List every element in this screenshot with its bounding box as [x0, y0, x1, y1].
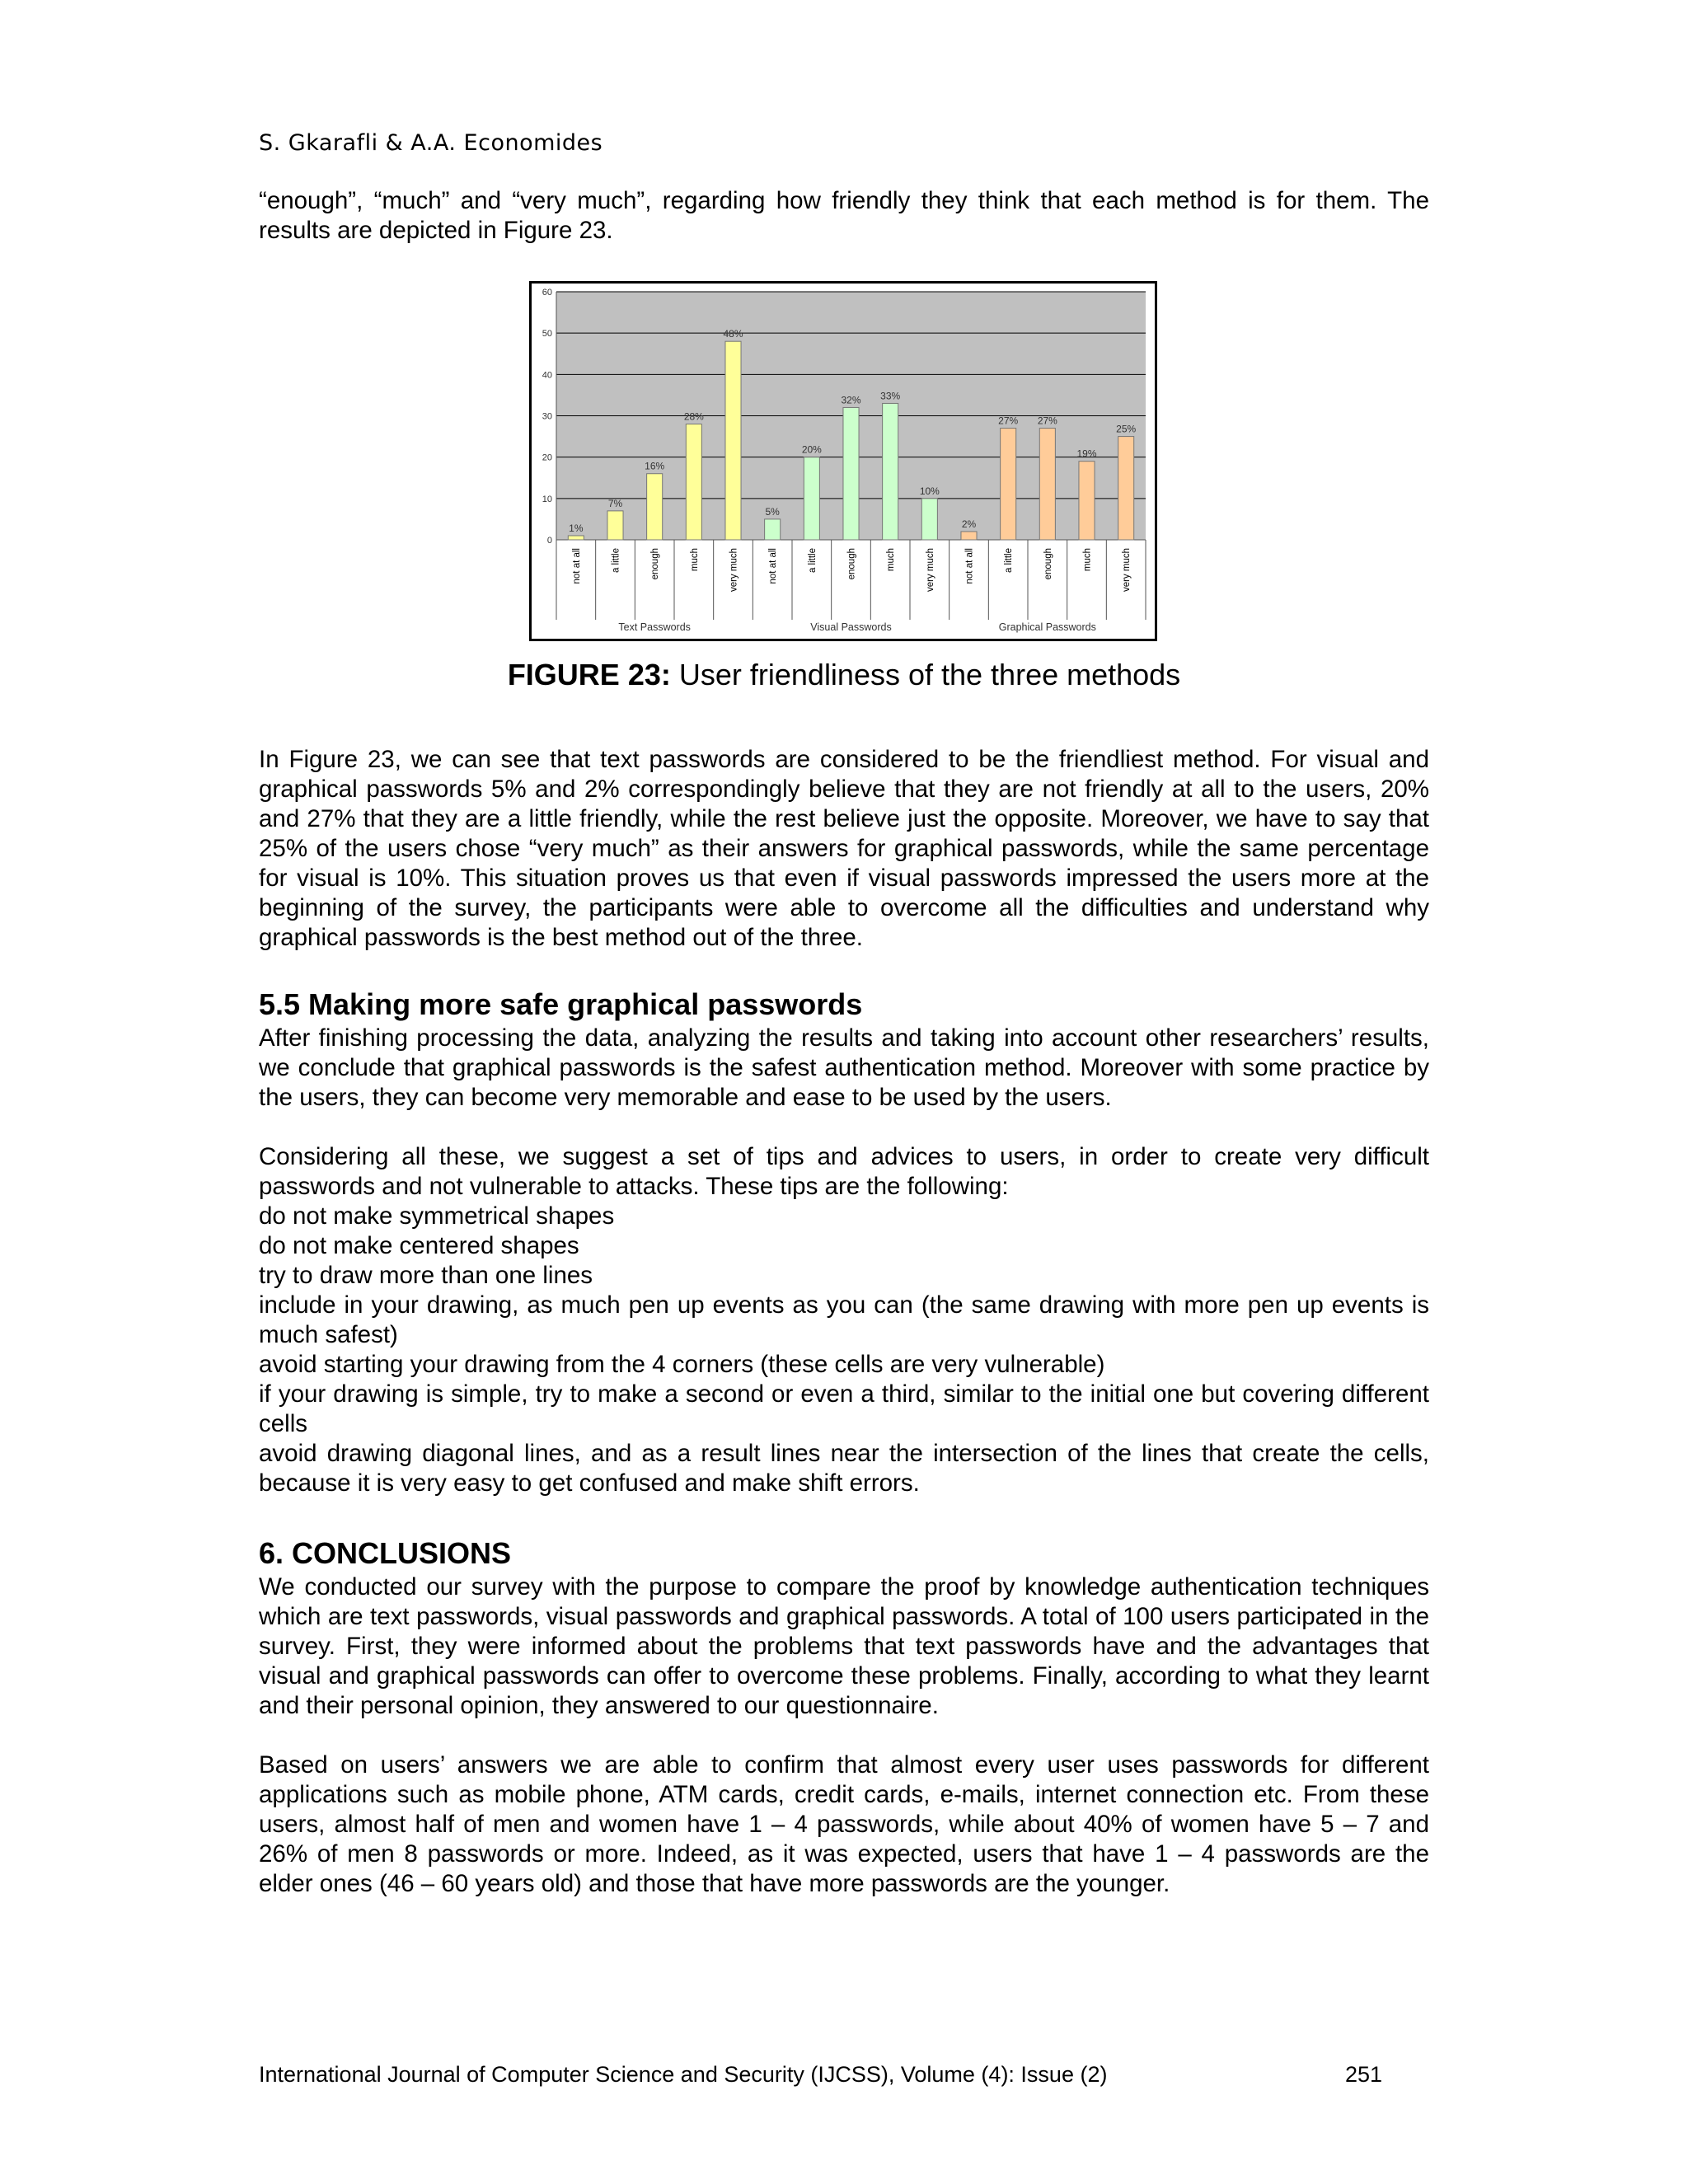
- y-tick-label: 0: [546, 536, 552, 546]
- section-5-5-para1-text: After finishing processing the data, analyzing the results and taking into account other researchers’ results, we conclude that graphical passwords is the safest authentication method. Moreover with some practice by the users, they can become very memorable and ease to be used by the users.: [259, 1024, 1429, 1111]
- tip-item: if your drawing is simple, try to make a second or even a third, similar to the initial one but covering different cells: [259, 1380, 1429, 1437]
- figure-23-chart: [529, 281, 1157, 641]
- x-tick-label: a little: [807, 548, 818, 574]
- data-label: 27%: [998, 415, 1019, 427]
- data-label: 2%: [961, 518, 977, 530]
- data-label: 20%: [801, 443, 822, 456]
- tip-item: avoid starting your drawing from the 4 corners (these cells are very vulnerable): [259, 1351, 1105, 1378]
- section-5-5-tips: [259, 1142, 1429, 1498]
- conclusions-para1-text: We conducted our survey with the purpose to compare the proof by knowledge authentication techniques which are text passwords, visual passwords and graphical passwords. A total of 100 users participated in the survey. First, they were informed about the problems that text passwords have and the advantages that visual and graphical passwords can offer to overcome these problems. Finally, according to what they learnt and their personal opinion, they answered to our questionnaire.: [259, 1573, 1429, 1719]
- x-tick-label: not at all: [571, 548, 582, 584]
- bar: [921, 499, 937, 540]
- x-tick-label: very much: [925, 548, 935, 593]
- x-tick-label: enough: [650, 548, 661, 580]
- section-6-heading: 6. CONCLUSIONS: [259, 1536, 512, 1570]
- x-tick-label: enough: [846, 548, 857, 580]
- bar: [607, 511, 623, 540]
- x-tick-label: a little: [1004, 548, 1015, 574]
- section-5-5-para2-text: Considering all these, we suggest a set of tips and advices to users, in order to create very difficult passwords and not vulnerable to attacks. These tips are the following:: [259, 1143, 1429, 1200]
- tip-item: try to draw more than one lines: [259, 1262, 593, 1289]
- footer-journal: International Journal of Computer Science and Security (IJCSS), Volume (4): Issue (2): [259, 2062, 1108, 2087]
- tip-item: do not make centered shapes: [259, 1232, 579, 1259]
- intro-paragraph: [259, 186, 1429, 246]
- y-tick-label: 40: [542, 370, 552, 381]
- conclusions-para2-text: Based on users’ answers we are able to confirm that almost every user uses passwords for different applications such as mobile phone, ATM cards, credit cards, e-mails, internet connection etc. From these users, almost half of men and women have 1 – 4 passwords, while about 40% of women have 5 – 7 and 26% of men 8 passwords or more. Indeed, as it was expected, users that have 1 – 4 passwords are the elder ones (46 – 60 years old) and those that have more passwords are the younger.: [259, 1751, 1429, 1897]
- bar: [1118, 437, 1134, 540]
- bar: [765, 519, 781, 540]
- x-tick-label: a little: [611, 548, 621, 574]
- conclusions-para2: [259, 1750, 1429, 1899]
- data-label: 1%: [569, 522, 584, 534]
- bar: [961, 532, 977, 540]
- bar: [647, 474, 663, 540]
- conclusions-para1: [259, 1572, 1429, 1721]
- data-label: 27%: [1037, 415, 1057, 427]
- y-tick-label: 30: [542, 411, 552, 422]
- y-tick-label: 60: [542, 288, 552, 298]
- x-tick-label: much: [1082, 548, 1093, 572]
- figure-title: User friendliness of the three methods: [678, 658, 1181, 691]
- data-label: 48%: [723, 328, 743, 340]
- tip-item: avoid drawing diagonal lines, and as a result lines near the intersection of the lines that create the cells, because it is very easy to get confused and make shift errors.: [259, 1440, 1429, 1497]
- x-tick-label: not at all: [768, 548, 779, 584]
- x-tick-label: very much: [729, 548, 739, 593]
- group-label: Visual Passwords: [810, 621, 892, 633]
- section-5-5-heading: 5.5 Making more safe graphical passwords: [259, 987, 863, 1021]
- group-label: Graphical Passwords: [998, 621, 1096, 633]
- y-tick-label: 20: [542, 452, 552, 463]
- discussion-text: In Figure 23, we can see that text passwords are considered to be the friendliest method. For visual and graphical passwords 5% and 2% correspondingly believe that they are not friendly at all to the users, 20% and 27% that they are a little friendly, while the rest believe just the opposite. Moreover, we have to say that 25% of the users chose “very much” as their answers for graphical passwords, while the same percentage for visual is 10%. This situation proves us that even if visual passwords impressed the users more at the beginning of the survey, the participants were able to overcome all the difficulties and understand why graphical passwords is the best method out of the three.: [259, 746, 1429, 951]
- data-label: 25%: [1116, 423, 1137, 435]
- group-label: Text Passwords: [618, 621, 691, 633]
- x-tick-label: very much: [1122, 548, 1132, 593]
- bar: [804, 457, 819, 540]
- data-label: 32%: [841, 394, 861, 406]
- running-header-author: S. Gkarafli & A.A. Economides: [259, 130, 603, 156]
- data-label: 28%: [683, 410, 704, 423]
- data-label: 16%: [645, 460, 665, 472]
- section-5-5-para1: [259, 1024, 1429, 1113]
- footer-page-number: 251: [1345, 2062, 1383, 2087]
- bar: [725, 341, 741, 540]
- bar: [1001, 429, 1016, 540]
- bar: [686, 424, 701, 540]
- data-label: 33%: [880, 390, 901, 402]
- bar: [843, 407, 859, 540]
- intro-text: “enough”, “much” and “very much”, regarding how friendly they think that each method is for them. The results are depicted in Figure 23.: [259, 187, 1429, 244]
- bar: [883, 403, 898, 540]
- bar: [1039, 429, 1055, 540]
- figure-label: FIGURE 23:: [507, 658, 671, 691]
- bar: [1079, 462, 1095, 540]
- x-tick-label: much: [886, 548, 897, 572]
- discussion-paragraph: [259, 745, 1429, 953]
- x-tick-label: much: [689, 548, 700, 572]
- data-label: 7%: [607, 497, 623, 509]
- tip-item: do not make symmetrical shapes: [259, 1202, 615, 1230]
- figure-caption: [0, 657, 1688, 693]
- tip-item: include in your drawing, as much pen up events as you can (the same drawing with more pen up events is much safest): [259, 1291, 1429, 1348]
- y-tick-label: 50: [542, 329, 552, 340]
- x-tick-label: not at all: [964, 548, 975, 584]
- bar: [568, 536, 584, 540]
- x-tick-label: enough: [1043, 548, 1053, 580]
- data-label: 19%: [1076, 448, 1097, 460]
- y-tick-label: 10: [542, 494, 552, 504]
- bar-chart-svg: [532, 284, 1155, 639]
- data-label: 10%: [919, 485, 940, 497]
- data-label: 5%: [765, 505, 780, 518]
